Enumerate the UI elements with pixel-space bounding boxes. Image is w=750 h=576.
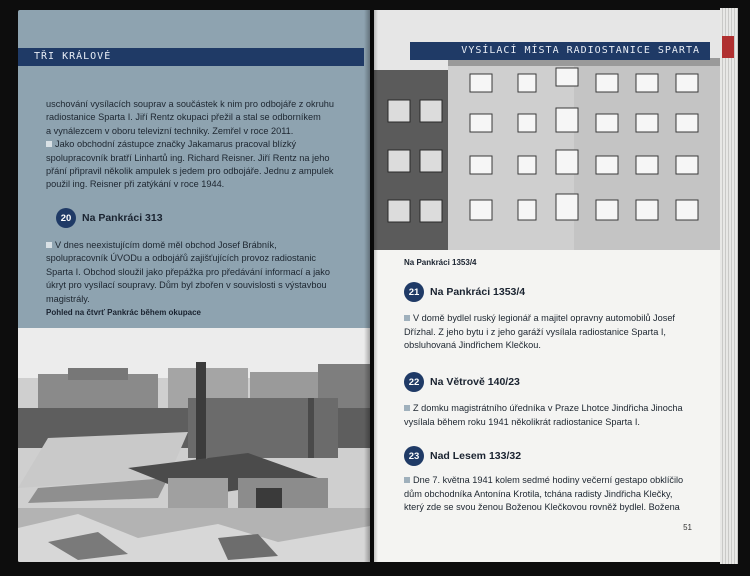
text-line: Dřízhal. Z jeho bytu i z jeho garáží vysílala radiostanice Sparta I, [404,326,666,337]
left-photo-caption: Pohled na čtvrť Pankrác během okupace [46,308,201,317]
entry-20-text [46,239,346,306]
photo-illustration [18,328,370,562]
text-line: uschování vysílacích souprav a součástek k nim pro odbojáře z okruhu [46,99,335,109]
text-line: obsluhovaná Jindřichem Klečkou. [404,340,541,351]
text-line: dům obchodníka Antonína Krotila, tchána radisty Jindřicha Klečky, [404,488,673,499]
entry-22-text [404,402,704,429]
entry-number-badge: 20 [56,208,76,228]
text-line: spolupracovník ÚVODu a odbojářů zajišťujících provoz radiostanic [46,253,317,264]
text-line: který zde se svou ženou Boženou Klečkovou rovněž bydlel. Božena [404,502,680,513]
text-line: Z domku magistrátního úředníka v Praze Lhotce Jindřicha Jinocha [413,403,683,413]
text-line: úkryt pro vysílací soupravy. Dům byl zbořen v souvislosti s výstavbou [46,280,327,291]
entry-title: Na Pankráci 1353/4 [430,286,526,298]
paragraph-bullet-icon [46,141,52,147]
text-line: magistrály. [46,293,90,304]
entry-22-heading [404,372,520,392]
paragraph-bullet-icon [404,315,410,321]
text-line: spolupracovník bratří Linhartů ing. Richard Reisner. Jiří Rentz na jeho [46,152,330,163]
entry-20-heading [56,208,163,228]
entry-number-badge: 21 [404,282,424,302]
book-gutter [364,10,378,562]
right-photo-caption: Na Pankráci 1353/4 [404,258,477,267]
entry-21-heading [404,282,525,302]
right-page [374,10,720,562]
pankrac-occupation-photo [18,328,370,562]
left-running-header: TŘI KRÁLOVÉ [18,48,364,66]
text-line: radiostanice Sparta I. Jiří Rentz okupaci přežil a stal se odborníkem [46,112,321,123]
entry-title: Nad Lesem 133/32 [430,450,522,462]
entry-number-badge: 23 [404,446,424,466]
entry-title: Na Pankráci 313 [82,212,163,224]
page-edge-marker [722,36,734,58]
entry-23-text [404,474,704,515]
text-line: Dne 7. května 1941 kolem sedmé hodiny večerní gestapo obklíčilo [413,475,684,485]
text-line: V dnes neexistujícím domě měl obchod Josef Brábník, [55,240,277,250]
paragraph-bullet-icon [404,405,410,411]
text-line: vysílala během roku 1941 několikrát radiostanice Sparta I. [404,416,640,427]
right-running-header: VYSÍLACÍ MÍSTA RADIOSTANICE SPARTA [410,42,710,60]
text-line: použil ing. Reisner při zatýkání v roce 1944. [46,179,225,190]
entry-number-badge: 22 [404,372,424,392]
text-line: V domě bydlel ruský legionář a majitel opravny automobilů Josef [413,313,675,323]
text-line: a vynálezcem v oboru televizní techniky. Zemřel v roce 2011. [46,125,294,136]
entry-23-heading [404,446,521,466]
left-page [18,10,370,562]
paragraph-bullet-icon [404,477,410,483]
entry-title: Na Větrově 140/23 [430,376,520,388]
page-number: 51 [683,523,692,532]
page-edges [720,8,738,564]
intro-paragraph [46,98,346,192]
text-line: Jako obchodní zástupce značky Jakamarus pracoval blízký [55,139,297,150]
entry-21-text [404,312,704,353]
paragraph-bullet-icon [46,242,52,248]
text-line: přání připravil několik ampulek s jedem pro odbojáře. Jednu z ampulek [46,166,334,177]
open-book [8,6,742,570]
text-line: Sparta I. Obchod sloužil jako přepážka pro předávání informací a jako [46,266,330,277]
